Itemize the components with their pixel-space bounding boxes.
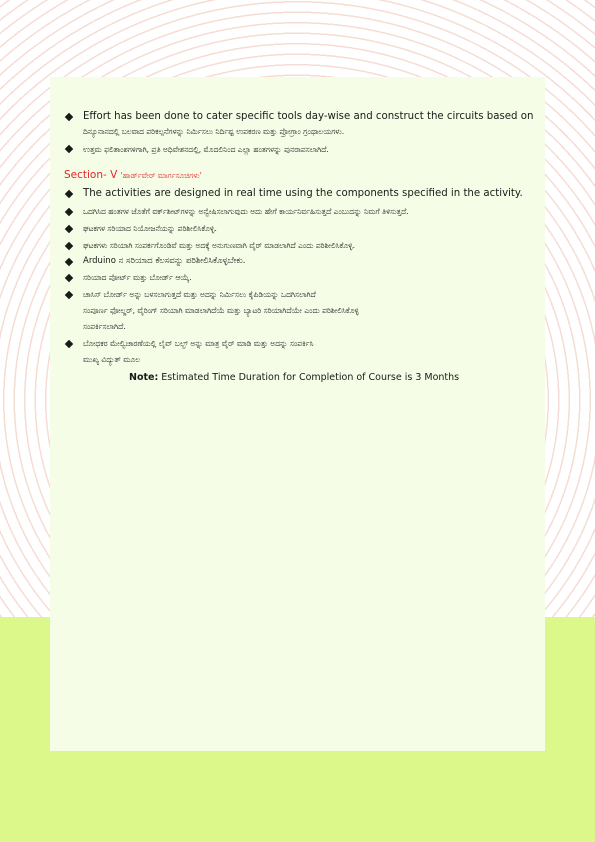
diamond-bullet-icon bbox=[65, 190, 73, 198]
diamond-bullet-icon bbox=[65, 113, 73, 121]
diamond-bullet-icon bbox=[65, 242, 73, 250]
list-item: ಘಟಕಗಳು ಸರಿಯಾಗಿ ಸಂಪರ್ಕಗೊಂಡಿವೆ ಮತ್ತು ಅದಕ್ಕೆ ಅನುಗುಣವಾಗಿ ವೈರ್ ಮಾಡಲಾಗಿದೆ ಎಂದು ಪರಿಶೀಲಿಸಿಕೊಳ್ಳಿ. bbox=[83, 241, 356, 250]
list-item: ಸರಿಯಾದ ಪೋರ್ಟ್ ಮತ್ತು ಬೋರ್ಡ್ ಆಯ್ಕೆ. bbox=[83, 273, 192, 282]
section-heading bbox=[64, 169, 202, 181]
diamond-bullet-icon bbox=[65, 274, 73, 282]
diamond-bullet-icon bbox=[65, 340, 73, 348]
list-item: ಉತ್ತಮ ಫಲಿತಾಂಶಗಳಿಗಾಗಿ, ಪ್ರತಿ ಅಧಿವೇಶನದಲ್ಲಿ, ಮೊದಲಿನಿಂದ ಎಲ್ಲಾ ಹಂತಗಳನ್ನು ಪುನರಾಪಸಲಾಗಿದೆ. bbox=[83, 145, 329, 154]
course-duration-note bbox=[129, 372, 459, 383]
list-item: Arduino ನ ಸರಿಯಾದ ಕೆಲಸವನ್ನು ಪರಿಶೀಲಿಸಿಕೊಳ್ಳಬೇಕು. bbox=[83, 256, 246, 266]
diamond-bullet-icon bbox=[65, 291, 73, 299]
section-subtitle: 'ಹಾರ್ಡ್‌ವೇರ್ ಮಾರ್ಗಸೂಚಿಗಳು' bbox=[120, 171, 202, 180]
list-item-continuation: ಮುಖ್ಯ ವಿದ್ಯುತ್ ಮೂಲ bbox=[83, 355, 141, 364]
list-item: ಬೋಧಕರ ಮೇಲ್ವಿಚಾರಣೆಯಲ್ಲಿ ಲೈವ್ ಬಲ್ಬ್ ಅನ್ನು ಮಾತ್ರ ವೈರ್ ಮಾಡಿ ಮತ್ತು ಅದನ್ನು ಸಂಪರ್ಕಿಸಿ bbox=[83, 339, 314, 348]
list-item: ಚಾಸಿಸ್ ಬೋರ್ಡ್ ಅನ್ನು ಬಳಸಲಾಗುತ್ತದೆ ಮತ್ತು ಅದನ್ನು ನಿರ್ಮಿಸಲು ಕೈಪಿಡಿಯನ್ನು ಒದಗಿಸಲಾಗಿದೆ bbox=[83, 290, 316, 299]
section-title: Section- V bbox=[64, 169, 118, 181]
list-item-continuation: ದಿನ್ಯೂನಾನದಲ್ಲಿ ಬಲವಾದ ಪರಿಕಲ್ಪನೆಗಳನ್ನು ನಿರ್ಮಿಸಲು ನಿರ್ದಿಷ್ಟ ಉಪಕರಣ ಮತ್ತು ಪ್ರೋಗ್ರಾಂ ಗ್ರಂಥಾಲಯಗಳು. bbox=[83, 127, 345, 136]
list-item: The activities are designed in real time using the components specified in the activity. bbox=[83, 188, 523, 199]
diamond-bullet-icon bbox=[65, 258, 73, 266]
note-text: Estimated Time Duration for Completion of Course is 3 Months bbox=[161, 372, 460, 383]
list-item-continuation: ಸಂಪರ್ಕಿಸಲಾಗಿದೆ. bbox=[83, 322, 126, 331]
diamond-bullet-icon bbox=[65, 208, 73, 216]
note-label: Note: bbox=[129, 372, 159, 383]
list-item: Effort has been done to cater specific tools day-wise and construct the circuits based on bbox=[83, 111, 534, 122]
diamond-bullet-icon bbox=[65, 225, 73, 233]
list-item: ಘಟಕಗಳ ಸರಿಯಾದ ನಿಯೋಜನೆಯನ್ನು ಪರಿಶೀಲಿಸಿಕೊಳ್ಳಿ. bbox=[83, 224, 217, 233]
diamond-bullet-icon bbox=[65, 145, 73, 153]
list-item-continuation: ಸಂಪೂರ್ಣ ಫೋಲ್ಡರ್, ವೈರಿಂಗ್ ಸರಿಯಾಗಿ ಮಾಡಲಾಗಿದೆಯೆ ಮತ್ತು ಬ್ಯಾಟರಿ ಸರಿಯಾಗಿದೆಯೇ ಎಂದು ಪರಿಶೀಲಿಸಿಕೊಳ್ಳಿ bbox=[83, 306, 359, 315]
list-item: ಒದಗಿಸಿದ ಹಂತಗಳ ಜೊತೆಗೆ ವರ್ಕ್‌ಶೀಟ್‌ಗಳನ್ನು ಅನ್ವೇಷಿಸಲಾಗುವುದು ಅದು ಹೇಗೆ ಕಾರ್ಯನಿರ್ವಹಿಸುತ್ತದೆ ಎಂಬುದನ್ನು ನಿಮಗೆ ತಿಳಿಸುತ್ತದೆ. bbox=[83, 207, 409, 216]
